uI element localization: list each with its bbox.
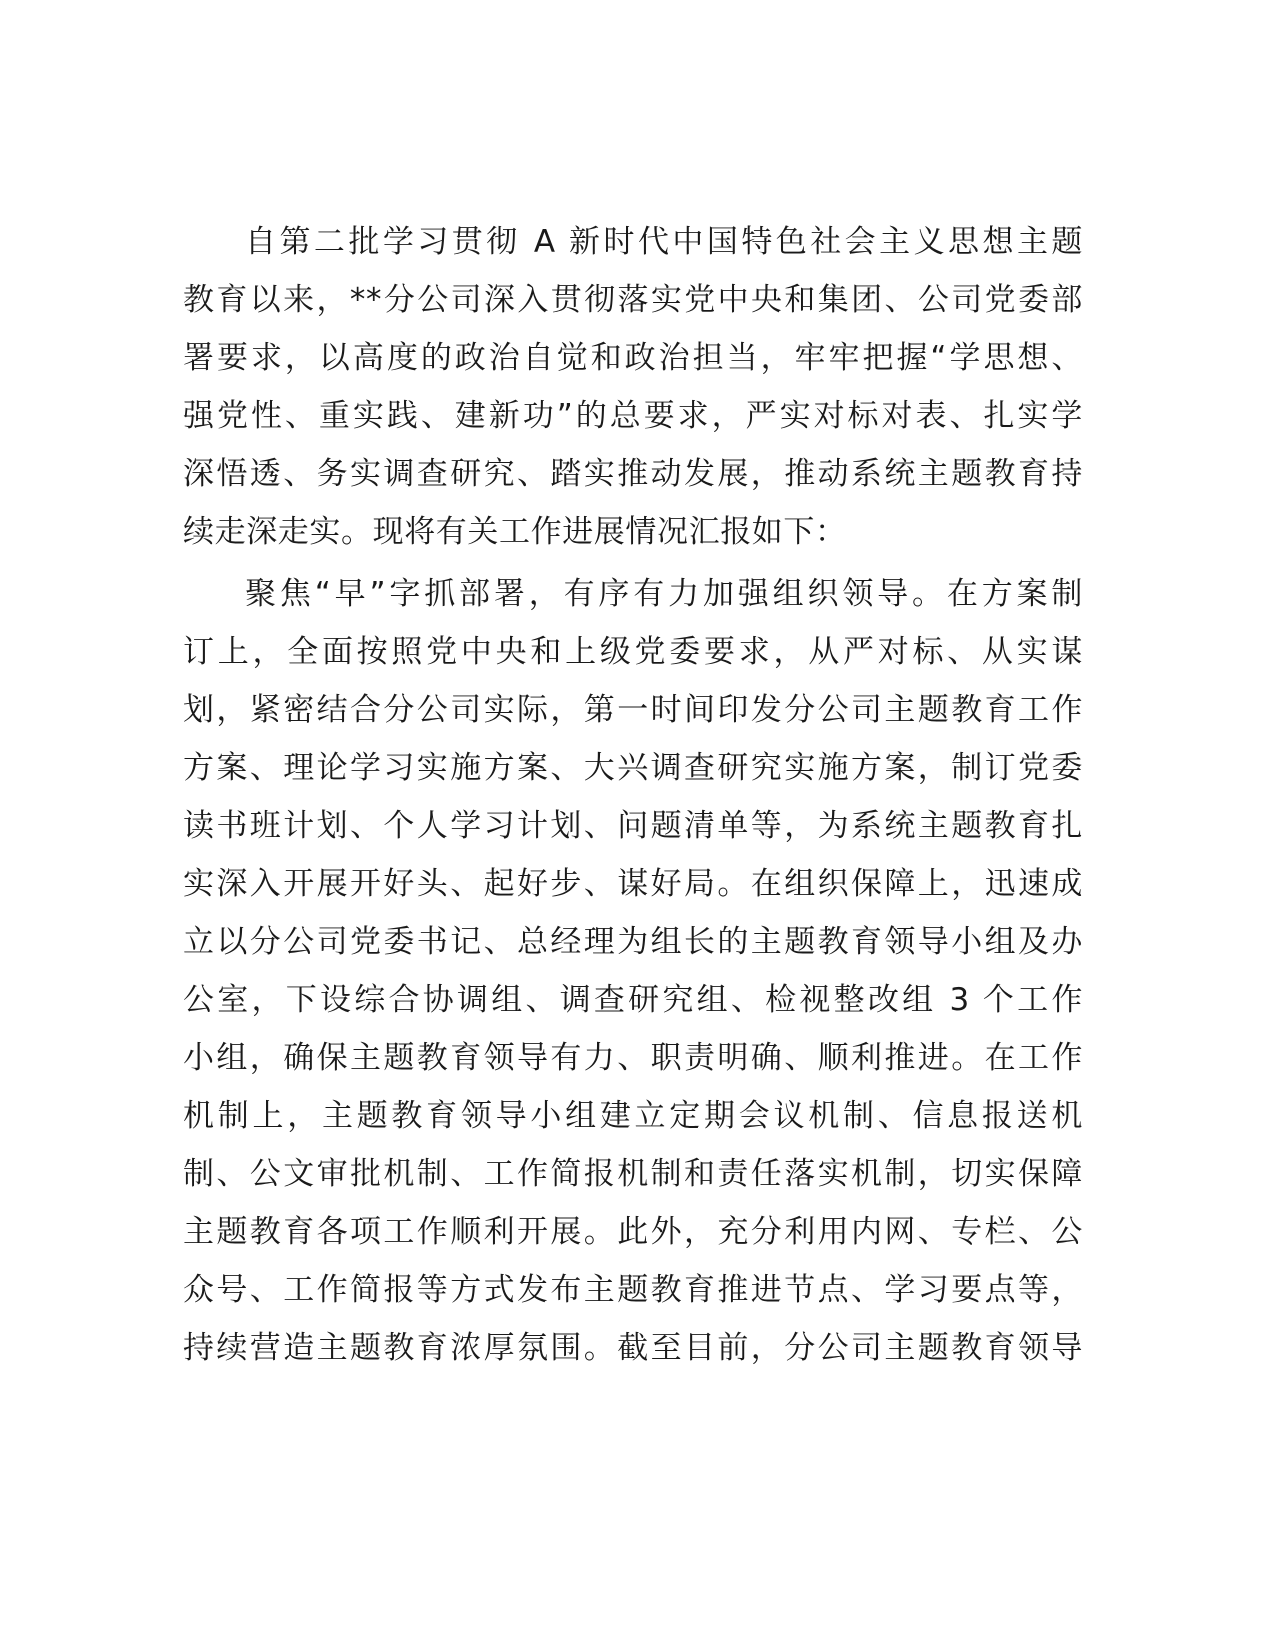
text-line: 小组，确保主题教育领导有力、职责明确、顺利推进。在工作 bbox=[183, 1040, 1083, 1076]
text-line: 实深入开展开好头、起好步、谋好局。在组织保障上，迅速成 bbox=[183, 866, 1083, 902]
text-line: 教育以来，**分公司深入贯彻落实党中央和集团、公司党委部 bbox=[183, 282, 1083, 318]
text-line: 立以分公司党委书记、总经理为组长的主题教育领导小组及办 bbox=[183, 924, 1083, 960]
paragraph-intro bbox=[183, 213, 1083, 561]
text-line: 公室，下设综合协调组、调查研究组、检视整改组 3 个工作 bbox=[183, 982, 1083, 1018]
text-line: 订上，全面按照党中央和上级党委要求，从严对标、从实谋 bbox=[183, 634, 1083, 670]
text-line: 聚焦“早”字抓部署，有序有力加强组织领导。在方案制 bbox=[245, 576, 1083, 612]
paragraph-deployment bbox=[183, 565, 1083, 1377]
text-line: 机制上，主题教育领导小组建立定期会议机制、信息报送机 bbox=[183, 1098, 1083, 1134]
text-line: 强党性、重实践、建新功”的总要求，严实对标对表、扎实学 bbox=[183, 398, 1083, 434]
text-line: 方案、理论学习实施方案、大兴调查研究实施方案，制订党委 bbox=[183, 750, 1083, 786]
text-line: 划，紧密结合分公司实际，第一时间印发分公司主题教育工作 bbox=[183, 692, 1083, 728]
text-line: 众号、工作简报等方式发布主题教育推进节点、学习要点等， bbox=[183, 1272, 1083, 1308]
text-line: 读书班计划、个人学习计划、问题清单等，为系统主题教育扎 bbox=[183, 808, 1083, 844]
text-line: 制、公文审批机制、工作简报机制和责任落实机制，切实保障 bbox=[183, 1156, 1083, 1192]
document-body bbox=[183, 213, 1083, 1377]
text-line: 深悟透、务实调查研究、踏实推动发展，推动系统主题教育持 bbox=[183, 456, 1083, 492]
text-line: 自第二批学习贯彻 A 新时代中国特色社会主义思想主题 bbox=[245, 224, 1083, 260]
text-line: 续走深走实。现将有关工作进展情况汇报如下： bbox=[183, 514, 847, 550]
text-line: 主题教育各项工作顺利开展。此外，充分利用内网、专栏、公 bbox=[183, 1214, 1083, 1250]
text-line: 署要求，以高度的政治自觉和政治担当，牢牢把握“学思想、 bbox=[183, 340, 1083, 376]
text-line: 持续营造主题教育浓厚氛围。截至目前，分公司主题教育领导 bbox=[183, 1330, 1083, 1366]
